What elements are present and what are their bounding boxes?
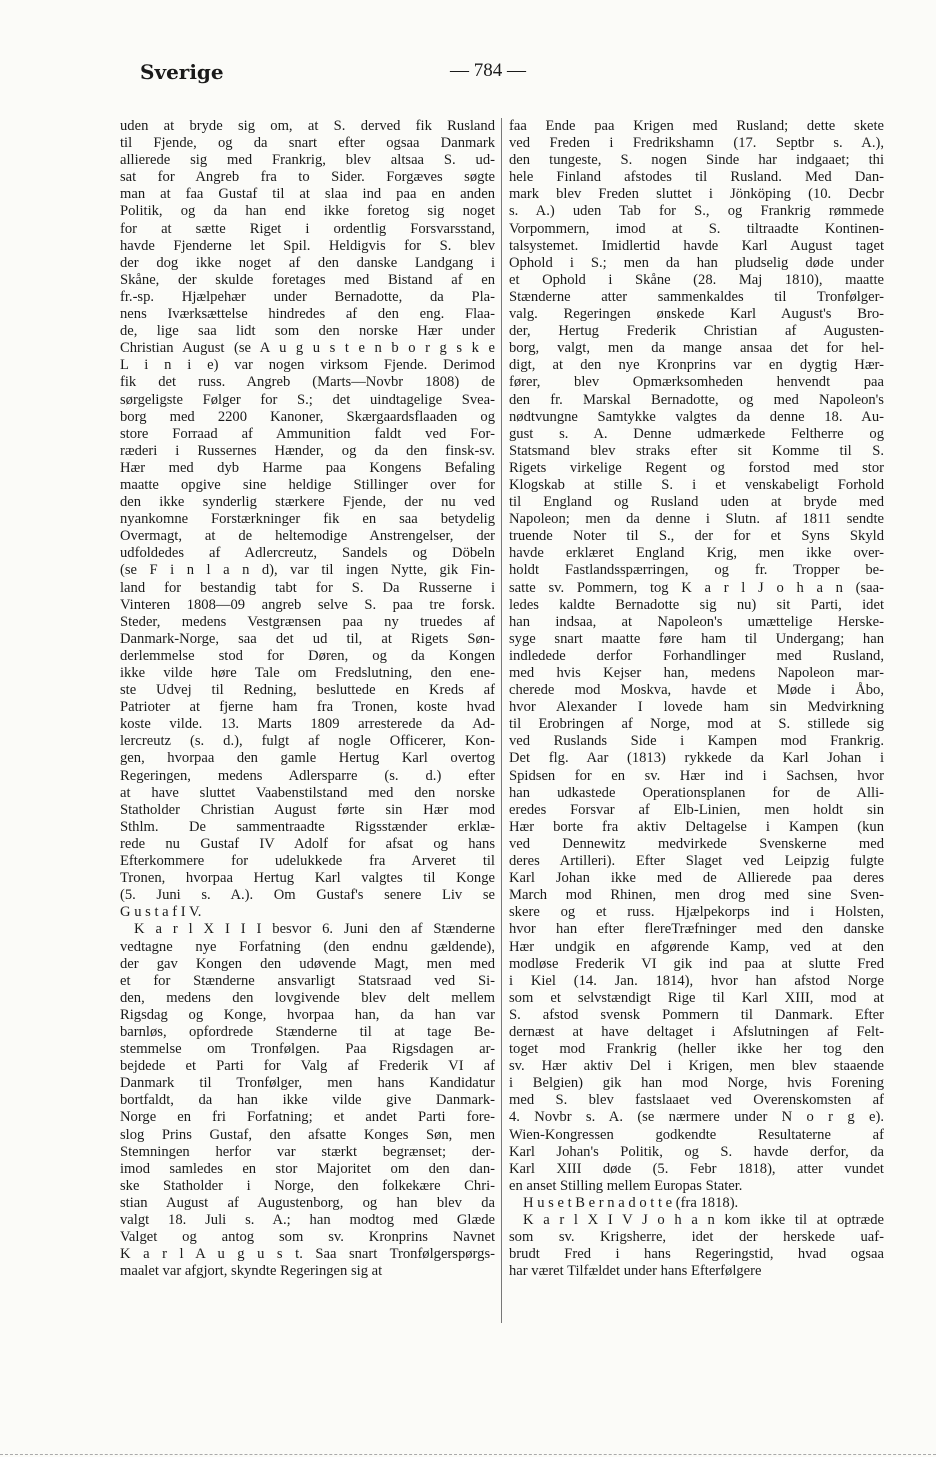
text-line: Stemningen herfor var stærkt begrænset; der- — [120, 1143, 495, 1160]
text-line: nødtvungne Samtykke valgtes da denne 18. Au- — [509, 408, 884, 425]
right-column — [509, 118, 884, 1280]
text-line: den fr. Marskal Bernadotte, og med Napoleon's — [509, 391, 884, 408]
text-line: slog Prins Gustaf, den afsatte Konges Søn, men — [120, 1126, 495, 1143]
text-line: Steder, medens Vestgrænsen paa ny truedes af — [120, 613, 495, 630]
text-line: vedtagne nye Forfatning (den endnu gældende), — [120, 938, 495, 955]
text-line: skere og et russ. Hjælpekorps ind i Holsten, — [509, 904, 884, 921]
text-line: K a r l A u g u s t. Saa snart Tronfølgerspørgs- — [120, 1246, 495, 1263]
text-line: fr.-sp. Hjælpehær under Bernadotte, da Pla- — [120, 288, 495, 305]
text-line: Wien-Kongressen godkendte Resultaterne af — [509, 1126, 884, 1143]
text-line: holdt Fastlandsspærringen, og fr. Tropper be- — [509, 562, 884, 579]
text-line: et Ophold i Skåne (28. Maj 1810), maatte — [509, 271, 884, 288]
text-line: allierede sig med Frankrig, blev altsaa S. ud- — [120, 152, 495, 169]
text-line: nyankomne Forstærkninger fik en saa betydelig — [120, 511, 495, 528]
bottom-rule — [0, 1454, 936, 1455]
text-line: K a r l X I V J o h a n kom ikke til at optræde — [523, 1212, 884, 1228]
text-line: den tungeste, S. nogen Sinde har indgaaet; thi — [509, 152, 884, 169]
text-line: deres Artilleri). Efter Slaget ved Leipzig fulgte — [509, 853, 884, 870]
text-line: valgt 18. Juli s. A.; han modtog med Glæde — [120, 1212, 495, 1228]
text-line: ved Freden i Fredrikshamn (17. Septbr s. A.), — [509, 135, 884, 152]
text-line: s. A.) uden Tab for S., og Frankrig rømmede — [509, 203, 884, 220]
text-line: Napoleon; men da denne i Slutn. af 1811 sendte — [509, 511, 884, 528]
text-line: med hvis Kejser han, medens Napoleon mar- — [509, 665, 884, 681]
text-line: eredes Forsvar af Elb-Linien, men holdt sin — [509, 801, 884, 818]
text-line: rede nu Gustaf IV Adolf for afsat og hans — [120, 835, 495, 852]
text-line: bejdede et Parti for Valg af Frederik VI af — [120, 1058, 495, 1075]
text-line: K a r l X I I I besvor 6. Juni den af Stænderne — [134, 921, 495, 938]
text-line: toget mod Frankrig (heller ikke her tog den — [509, 1041, 884, 1058]
text-line: imod samledes en stor Majoritet om den dan- — [120, 1160, 495, 1177]
text-line: satte sv. Pommern, tog K a r l J o h a n (saa- — [509, 579, 884, 596]
text-line: Rigsdag og Konge, hvorpaa han, da han var — [120, 1006, 495, 1023]
text-line: sørgeligste Følger for S.; det uindtagelige Svea- — [120, 391, 495, 408]
text-line: Hær borte fra aktiv Deltagelse i Kampen (kun — [509, 818, 884, 835]
text-line: borg med 2200 Kanoner, Skærgaardsflaaden og — [120, 408, 495, 425]
text-line: ikke vilde høre Tale om Fredslutning, den ene- — [120, 665, 495, 681]
text-line: havde erklæret England Krig, men ikke over- — [509, 545, 884, 562]
text-line: Christian August (se A u g u s t e n b o r g s k e — [120, 340, 495, 357]
text-line: den ikke synderlig stærkere Fjende, der nu ved — [120, 494, 495, 511]
text-line: stemmelse om Tronfølgen. Paa Rigsdagen ar- — [120, 1041, 495, 1058]
text-line: i Kiel (14. Jan. 1814), hvor han afstod Norge — [509, 972, 884, 989]
text-line: derlemmelse stod for Døren, og da Kongen — [120, 647, 495, 664]
text-line: fører, blev Opmærksomheden henvendt paa — [509, 374, 884, 391]
text-line: man at faa Gustaf til at slaa ind paa en anden — [120, 186, 495, 203]
text-line: cherede mod Moskva, havde et Møde i Åbo, — [509, 682, 884, 699]
text-line: med S. blev fastslaaet ved Overenskomsten af — [509, 1092, 884, 1109]
text-line: S. afstod svensk Pommern til Danmark. Efter — [509, 1006, 884, 1023]
text-line: syge snart maatte føre ham til Undergang; han — [509, 630, 884, 647]
text-line: Skåne, der skulde foretages med Bistand af en — [120, 271, 495, 288]
text-line: der dog ikke noget af den danske Landgang i — [120, 254, 495, 271]
text-line: sv. Hær aktiv Del i Krigen, men blev staaende — [509, 1058, 884, 1075]
text-line: land for bestandig tabt for S. Da Russerne i — [120, 579, 495, 596]
text-line: i Belgien) gik han mod Norge, hvis Forening — [509, 1075, 884, 1092]
page-header — [140, 60, 800, 88]
text-line: Efterkommere for udelukkede fra Arveret til — [120, 853, 495, 870]
text-line: Hær undgik en afgørende Kamp, ved at den — [509, 938, 884, 955]
text-line: ste Udvej til Redning, besluttede en Kreds af — [120, 682, 495, 699]
text-line: at have sluttet Vaabenstilstand med den norske — [120, 784, 495, 801]
text-line: for at sætte Riget i ordentlig Forsvarsstand, — [120, 220, 495, 237]
text-line: Politik, og da han end ikke foretog sig noget — [120, 203, 495, 220]
text-line: Det flg. Aar (1813) rykkede da Karl Johan i — [509, 750, 884, 767]
text-line: L i n i e) var nogen virksom Fjende. Derimod — [120, 357, 495, 374]
text-line: borg, valgt, men da mange ansaa det for hel- — [509, 340, 884, 357]
text-line: ræderi i Russernes Hænder, og da den finsk-sv. — [120, 442, 495, 459]
text-line: dernæst at have deltaget i Afslutningen af Felt- — [509, 1023, 884, 1040]
text-line: til Erobringen af Norge, mod at S. stillede sig — [509, 716, 884, 733]
text-line: hvor Alexander I lovede ham sin Medvirkning — [509, 699, 884, 716]
text-line: digt, at den nye Kronprins var en dygtig Hær- — [509, 357, 884, 374]
text-line: Spidsen for en sv. Hær ind i Sachsen, hvor — [509, 767, 884, 784]
text-line: faa Ende paa Krigen med Rusland; dette skete — [509, 118, 884, 134]
text-line: mark blev Freden sluttet i Jönköping (10. Decbr — [509, 186, 884, 203]
column-divider — [501, 118, 502, 1323]
text-line: Statsmand blev straks efter sit Komme til S. — [509, 442, 884, 459]
text-line: ved Dennewitz medvirkede Svenskerne med — [509, 835, 884, 852]
text-line: han indsaa, at Napoleon's umættelige Herske- — [509, 613, 884, 630]
text-line: hvor han efter flereTræfninger med den danske — [509, 921, 884, 938]
text-line: Valget og antog som sv. Kronprins Navnet — [120, 1229, 495, 1246]
text-line: har været Tilfældet under hans Efterfølgere — [509, 1263, 762, 1280]
text-line: et for Stænderne ansvarligt Statsraad ved Si- — [120, 972, 495, 989]
text-line: brudt Fred i hans Regeringstid, hvad ogsaa — [509, 1246, 884, 1263]
text-line: Rigets virkelige Regent og forstod med stor — [509, 459, 884, 476]
text-line: modløse Frederik VI gik ind paa at slutte Fred — [509, 955, 884, 972]
text-line: til Fjende, og da snart efter ogsaa Danmark — [120, 135, 495, 152]
text-line: March mod Rhinen, men drog med sine Sven- — [509, 887, 884, 904]
text-line: (se F i n l a n d), var til ingen Nytte, gik Fin- — [120, 562, 495, 579]
text-line: indledede derfor Forhandlinger med Rusland, — [509, 647, 884, 664]
text-line: den, medens den lovgivende blev delt mellem — [120, 989, 495, 1006]
page-title: Sverige — [140, 60, 224, 84]
text-line: Vinteren 1808—09 angreb selve S. paa tre forsk. — [120, 596, 495, 613]
text-line: nens Iværksættelse hindredes af den eng. Flaa- — [120, 306, 495, 323]
text-line: ske Statholder i Norge, den folkekære Chri- — [120, 1177, 495, 1194]
page-number: — 784 — — [450, 60, 526, 81]
text-line: udfoldedes af Adlercreutz, Sandels og Döbeln — [120, 545, 495, 562]
text-line: maatte opgive sine heldige Stillinger over for — [120, 476, 495, 493]
text-line: som sv. Krigsherre, idet der herskede uaf- — [509, 1229, 884, 1246]
text-line: Karl XIII døde (5. Febr 1818), atter vundet — [509, 1160, 884, 1177]
text-line: han udkastede Operationsplanen for de Alli- — [509, 784, 884, 801]
text-line: Vorpommern, imod at S. tiltraadte Kontinen- — [509, 220, 884, 237]
text-line: der gav Kongen den udøvende Magt, men med — [120, 955, 495, 972]
text-line: H u s e t B e r n a d o t t e (fra 1818). — [523, 1194, 739, 1211]
text-line: Karl Johan ikke med de Allierede paa deres — [509, 870, 884, 887]
text-line: Stænderne atter sammenkaldes til Tronfølger- — [509, 288, 884, 305]
text-line: stian August af Augustenborg, og han blev da — [120, 1194, 495, 1211]
text-line: Tronen, hvorpaa Hertug Karl valgtes til Konge — [120, 870, 495, 887]
text-line: valg. Regeringen ønskede Karl August's Bro- — [509, 306, 884, 323]
left-column — [120, 118, 495, 1280]
text-line: Sthlm. De sammentraadte Rigsstænder erklæ- — [120, 818, 495, 835]
text-line: Karl Johan's Politik, og S. havde derfor, da — [509, 1143, 884, 1160]
text-line: sat for Angreb fra to Sider. Forgæves søgte — [120, 169, 495, 186]
text-line: Hær med dyb Harme paa Kongens Befaling — [120, 459, 495, 476]
text-line: talsystemet. Imidlertid havde Karl August taget — [509, 237, 884, 254]
text-line: truende Noter til S., der for et Syns Skyld — [509, 528, 884, 545]
text-line: store Forraad af Ammunition faldt ved For- — [120, 425, 495, 442]
text-line: en anset Stilling mellem Europas Stater. — [509, 1177, 743, 1194]
text-line: ledes kaldte Bernadotte sig nu) sit Parti, idet — [509, 596, 884, 613]
text-line: Patrioter at fjerne ham fra Tronen, koste hvad — [120, 699, 495, 716]
text-line: de, lige saa lidt som den norske Hær under — [120, 323, 495, 340]
text-line: gen, hvorpaa den gamle Hertug Karl overtog — [120, 750, 495, 767]
text-line: gust s. A. Denne udmærkede Feltherre og — [509, 425, 884, 442]
text-line: lercreutz (s. d.), fulgt af nogle Officerer, Kon- — [120, 733, 495, 750]
text-line: (5. Juni s. A.). Om Gustaf's senere Liv se — [120, 887, 495, 904]
text-line: Danmark til Tronfølger, men hans Kandidatur — [120, 1075, 495, 1092]
text-line: koste vilde. 13. Marts 1809 arresterede da Ad- — [120, 716, 495, 733]
text-line: maalet var afgjort, skyndte Regeringen sig at — [120, 1263, 383, 1280]
text-line: der, Hertug Frederik Christian af Augusten- — [509, 323, 884, 340]
text-line: til England og Rusland uden at bryde med — [509, 494, 884, 511]
text-line: G u s t a f I V. — [120, 904, 202, 921]
text-line: Klogskab at stille S. i et venskabeligt Forhold — [509, 476, 884, 493]
text-line: Ophold i S.; men da han pludselig døde under — [509, 254, 884, 271]
text-line: havde Fjenderne let Spil. Heldigvis for S. blev — [120, 237, 495, 254]
text-line: 4. Novbr s. A. (se nærmere under N o r g e). — [509, 1109, 884, 1126]
text-line: ved Ruslands Side i Kampen mod Frankrig. — [509, 733, 884, 750]
text-line: barnløs, opfordrede Stænderne til at tage Be- — [120, 1023, 495, 1040]
text-line: uden at bryde sig om, at S. derved fik Rusland — [120, 118, 495, 134]
text-line: Statholder Christian August førte sin Hær mod — [120, 801, 495, 818]
text-line: fik det russ. Angreb (Marts—Novbr 1808) de — [120, 374, 495, 391]
text-line: Norge en fri Forfatning; et andet Parti fore- — [120, 1109, 495, 1126]
text-line: Danmark-Norge, saa det ud til, at Rigets Søn- — [120, 630, 495, 647]
text-line: hele Finland afstodes til Rusland. Med Dan- — [509, 169, 884, 186]
text-line: som et selvstændigt Rige til Karl XIII, mod at — [509, 989, 884, 1006]
text-line: bortfaldt, da han ikke vilde give Danmark- — [120, 1092, 495, 1109]
text-line: Overmagt, at de heltemodige Anstrengelser, der — [120, 528, 495, 545]
text-line: Regeringen, medens Adlersparre (s. d.) efter — [120, 767, 495, 784]
